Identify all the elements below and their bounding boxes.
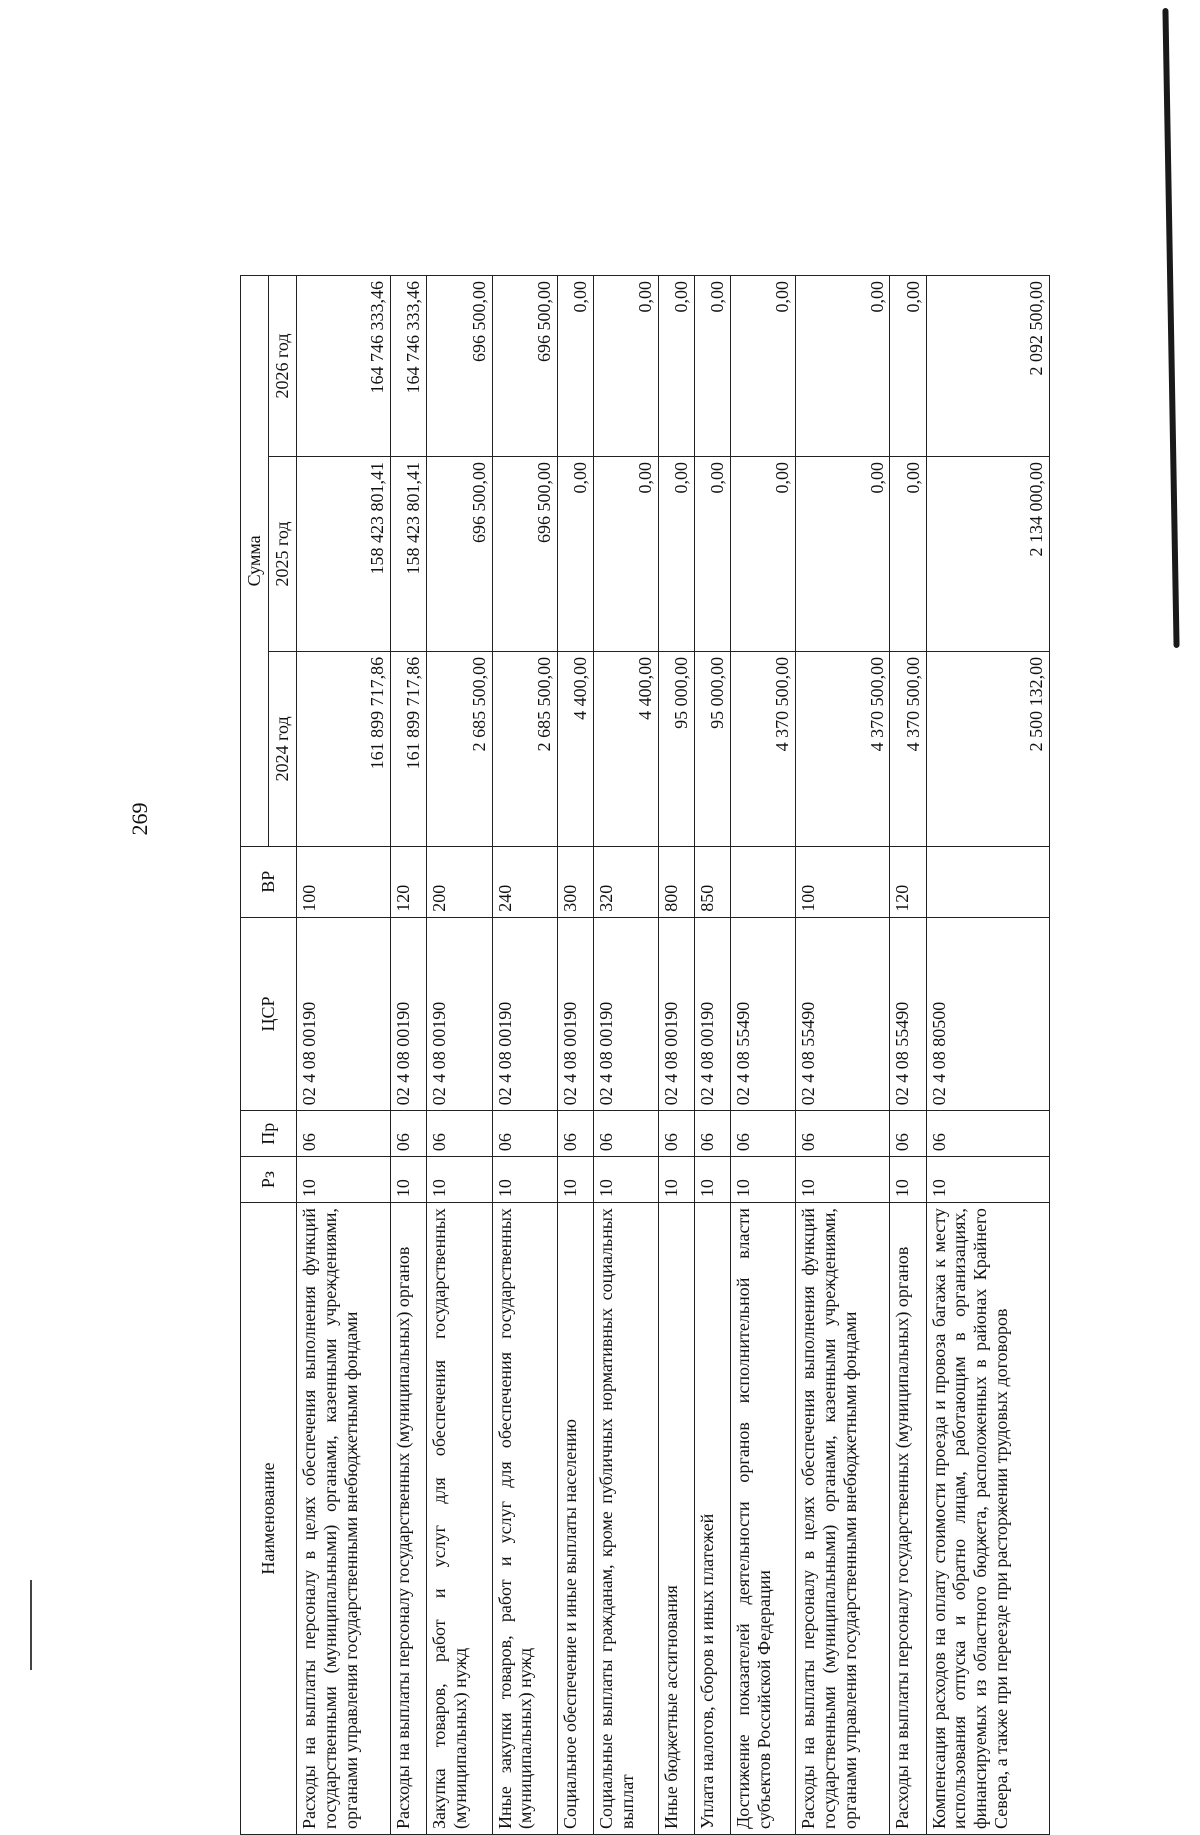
cell-vr: 850 [694, 846, 730, 917]
cell-amount-2025: 0,00 [557, 457, 593, 652]
cell-amount-2024: 4 400,00 [593, 651, 658, 846]
cell-vr: 300 [557, 846, 593, 917]
cell-amount-2026: 0,00 [658, 276, 694, 457]
cell-amount-2024: 4 370 500,00 [890, 651, 926, 846]
table-row [593, 276, 658, 1835]
cell-amount-2026: 696 500,00 [427, 276, 492, 457]
header-year-2026: 2026 год [269, 276, 297, 457]
cell-rz: 10 [890, 1157, 926, 1203]
cell-amount-2026: 0,00 [731, 276, 796, 457]
cell-rz: 10 [492, 1157, 557, 1203]
cell-vr: 800 [658, 846, 694, 917]
cell-vr: 100 [796, 846, 890, 917]
cell-csr: 02 4 08 00190 [492, 917, 557, 1110]
table-row [557, 276, 593, 1835]
cell-amount-2024: 2 685 500,00 [427, 651, 492, 846]
cell-vr: 100 [297, 846, 391, 917]
header-name: Наименование [241, 1203, 297, 1835]
cell-amount-2026: 0,00 [890, 276, 926, 457]
cell-rz: 10 [796, 1157, 890, 1203]
cell-pr: 06 [658, 1111, 694, 1157]
cell-amount-2026: 164 746 333,46 [297, 276, 391, 457]
cell-name: Расходы на выплаты персоналу в целях обеспечения выполнения функций государственными (муниципальными) органами, казенными учреждениями, органами управления государственными внебюджетными фондами [297, 1203, 391, 1835]
cell-csr: 02 4 08 00190 [427, 917, 492, 1110]
cell-amount-2024: 95 000,00 [658, 651, 694, 846]
cell-vr: 200 [427, 846, 492, 917]
cell-amount-2026: 164 746 333,46 [391, 276, 427, 457]
cell-rz: 10 [557, 1157, 593, 1203]
cell-amount-2025: 158 423 801,41 [297, 457, 391, 652]
cell-name: Закупка товаров, работ и услуг для обеспечения государственных (муниципальных) нужд [427, 1203, 492, 1835]
cell-pr: 06 [297, 1111, 391, 1157]
cell-csr: 02 4 08 55490 [796, 917, 890, 1110]
cell-csr: 02 4 08 00190 [694, 917, 730, 1110]
cell-amount-2025: 2 134 000,00 [926, 457, 1049, 652]
cell-rz: 10 [427, 1157, 492, 1203]
table-row [694, 276, 730, 1835]
cell-name: Расходы на выплаты персоналу в целях обеспечения выполнения функций государственными (муниципальными) органами, казенными учреждениями, органами управления государственными внебюджетными фондами [796, 1203, 890, 1835]
cell-csr: 02 4 08 00190 [658, 917, 694, 1110]
cell-name: Достижение показателей деятельности органов исполнительной власти субъектов Российской Федерации [731, 1203, 796, 1835]
cell-vr: 240 [492, 846, 557, 917]
table-row [796, 276, 890, 1835]
table-header [241, 276, 297, 1835]
cell-csr: 02 4 08 80500 [926, 917, 1049, 1110]
cell-pr: 06 [593, 1111, 658, 1157]
cell-name: Уплата налогов, сборов и иных платежей [694, 1203, 730, 1835]
cell-name: Расходы на выплаты персоналу государственных (муниципальных) органов [391, 1203, 427, 1835]
cell-amount-2026: 0,00 [593, 276, 658, 457]
cell-amount-2025: 0,00 [593, 457, 658, 652]
header-year-2024: 2024 год [269, 651, 297, 846]
cell-amount-2025: 0,00 [796, 457, 890, 652]
cell-amount-2025: 0,00 [658, 457, 694, 652]
cell-amount-2025: 158 423 801,41 [391, 457, 427, 652]
cell-pr: 06 [694, 1111, 730, 1157]
header-sum: Сумма [241, 276, 269, 847]
cell-rz: 10 [731, 1157, 796, 1203]
cell-amount-2025: 0,00 [731, 457, 796, 652]
cell-amount-2024: 95 000,00 [694, 651, 730, 846]
cell-amount-2024: 4 370 500,00 [796, 651, 890, 846]
cell-pr: 06 [890, 1111, 926, 1157]
cell-amount-2024: 2 500 132,00 [926, 651, 1049, 846]
cell-amount-2026: 2 092 500,00 [926, 276, 1049, 457]
header-pr: Пр [241, 1111, 297, 1157]
rotated-table-container [240, 275, 1050, 1835]
cell-csr: 02 4 08 00190 [391, 917, 427, 1110]
cell-vr [926, 846, 1049, 917]
cell-amount-2026: 0,00 [557, 276, 593, 457]
table-row [658, 276, 694, 1835]
cell-rz: 10 [694, 1157, 730, 1203]
budget-table [240, 275, 1050, 1835]
cell-pr: 06 [492, 1111, 557, 1157]
header-year-2025: 2025 год [269, 457, 297, 652]
table-body [297, 276, 1050, 1835]
cell-rz: 10 [391, 1157, 427, 1203]
cell-amount-2024: 4 370 500,00 [731, 651, 796, 846]
cell-amount-2026: 0,00 [796, 276, 890, 457]
cell-amount-2024: 2 685 500,00 [492, 651, 557, 846]
header-vr: ВР [241, 846, 297, 917]
cell-amount-2025: 0,00 [694, 457, 730, 652]
header-csr: ЦСР [241, 917, 297, 1110]
page-number: 269 [127, 802, 152, 836]
cell-amount-2026: 696 500,00 [492, 276, 557, 457]
cell-vr: 120 [391, 846, 427, 917]
cell-amount-2025: 696 500,00 [492, 457, 557, 652]
cell-name: Иные закупки товаров, работ и услуг для обеспечения государственных (муниципальных) нужд [492, 1203, 557, 1835]
table-row [391, 276, 427, 1835]
cell-pr: 06 [557, 1111, 593, 1157]
table-row [731, 276, 796, 1835]
cell-amount-2026: 0,00 [694, 276, 730, 457]
table-row [890, 276, 926, 1835]
cell-pr: 06 [926, 1111, 1049, 1157]
cell-csr: 02 4 08 00190 [297, 917, 391, 1110]
cell-rz: 10 [658, 1157, 694, 1203]
cell-csr: 02 4 08 55490 [731, 917, 796, 1110]
cell-amount-2024: 161 899 717,86 [391, 651, 427, 846]
cell-amount-2024: 161 899 717,86 [297, 651, 391, 846]
margin-mark [30, 1580, 32, 1670]
binding-shadow [1162, 8, 1179, 648]
cell-name: Расходы на выплаты персоналу государственных (муниципальных) органов [890, 1203, 926, 1835]
cell-name: Компенсация расходов на оплату стоимости проезда и провоза багажа к месту использования отпуска и обратно лицам, работающим в организациях, финансируемых из областного бюджета, расположенных в районах Крайнего Севера, а также при переезде при расторжении трудовых договоров [926, 1203, 1049, 1835]
cell-pr: 06 [391, 1111, 427, 1157]
cell-csr: 02 4 08 00190 [557, 917, 593, 1110]
cell-amount-2025: 696 500,00 [427, 457, 492, 652]
cell-rz: 10 [593, 1157, 658, 1203]
cell-pr: 06 [796, 1111, 890, 1157]
cell-csr: 02 4 08 00190 [593, 917, 658, 1110]
cell-rz: 10 [926, 1157, 1049, 1203]
cell-amount-2025: 0,00 [890, 457, 926, 652]
cell-vr: 320 [593, 846, 658, 917]
cell-amount-2024: 4 400,00 [557, 651, 593, 846]
cell-name: Социальное обеспечение и иные выплаты населению [557, 1203, 593, 1835]
cell-name: Иные бюджетные ассигнования [658, 1203, 694, 1835]
cell-rz: 10 [297, 1157, 391, 1203]
cell-vr: 120 [890, 846, 926, 917]
cell-pr: 06 [731, 1111, 796, 1157]
cell-csr: 02 4 08 55490 [890, 917, 926, 1110]
table-row [427, 276, 492, 1835]
table-row [926, 276, 1049, 1835]
cell-vr [731, 846, 796, 917]
header-rz: Рз [241, 1157, 297, 1203]
cell-pr: 06 [427, 1111, 492, 1157]
table-row [492, 276, 557, 1835]
table-row [297, 276, 391, 1835]
cell-name: Социальные выплаты гражданам, кроме публичных нормативных социальных выплат [593, 1203, 658, 1835]
